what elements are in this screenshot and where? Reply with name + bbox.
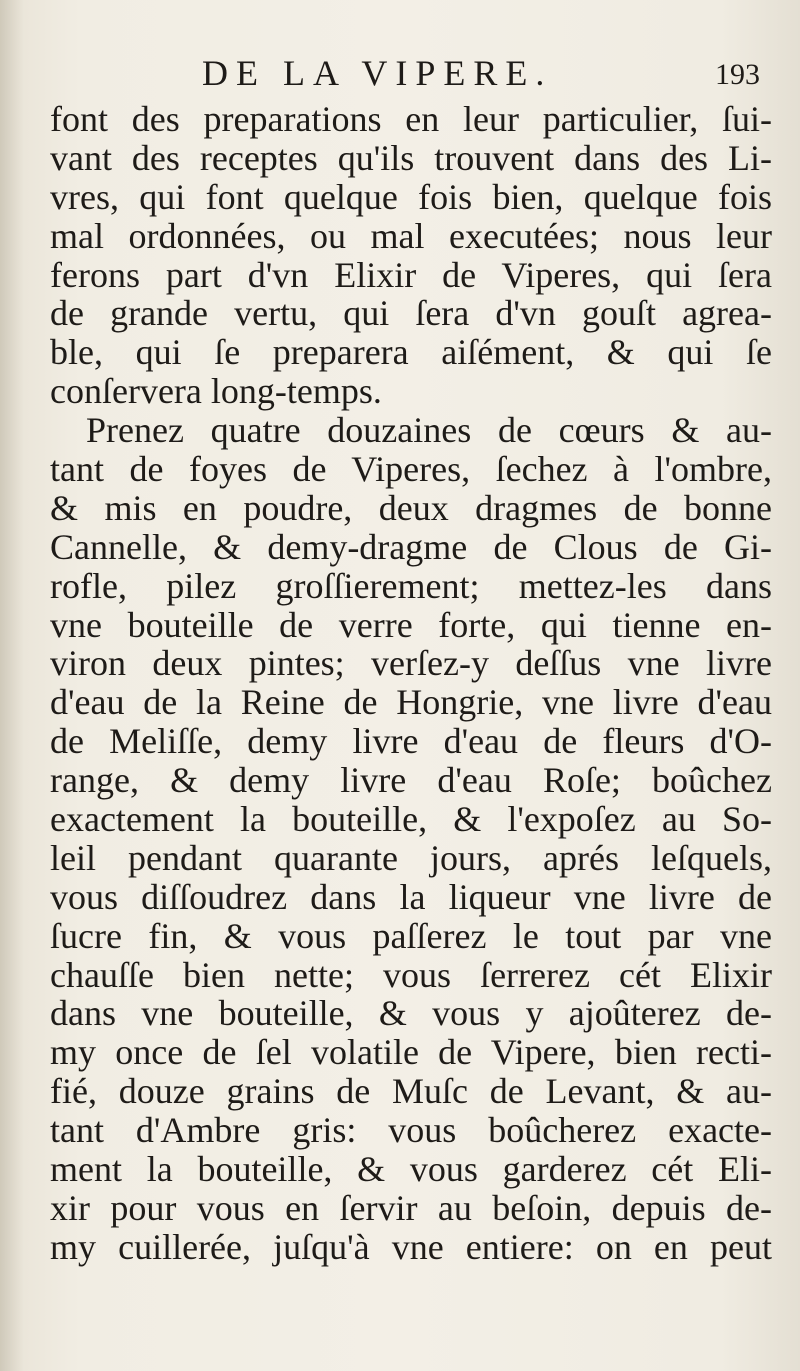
text-line: fié, douze grains de Muſc de Levant, & au-	[50, 1071, 772, 1112]
text-line: Cannelle, & demy-dragme de Clous de Gi-	[50, 526, 772, 567]
text-line: font des preparations en leur particulier, ſui-	[50, 99, 772, 139]
running-head: DE LA VIPERE.	[202, 53, 553, 93]
text-line: ferons part d'vn Elixir de Viperes, qui ſera	[50, 254, 772, 295]
text-line: leil pendant quarante jours, aprés leſquels,	[50, 837, 772, 878]
text-line: range, & demy livre d'eau Roſe; boûchez	[50, 760, 772, 801]
text-line: ble, qui ſe preparera aiſément, & qui ſe	[50, 332, 772, 373]
text-line: exactement la bouteille, & l'expoſez au So-	[50, 799, 772, 840]
text-line: vous diſſoudrez dans la liqueur vne livre de	[50, 876, 772, 917]
text-line: dans vne bouteille, & vous y ajoûterez de-	[50, 993, 772, 1034]
text-line: tant d'Ambre gris: vous boûcherez exacte-	[50, 1110, 772, 1151]
text-line: vant des receptes qu'ils trouvent dans des Li-	[50, 137, 772, 178]
body-text	[50, 100, 772, 1267]
text-line: vres, qui font quelque fois bien, quelque fois	[50, 176, 772, 217]
text-line: xir pour vous en ſervir au beſoin, depuis de-	[50, 1187, 772, 1228]
text-line: d'eau de la Reine de Hongrie, vne livre d'eau	[50, 682, 772, 723]
text-line: my once de ſel volatile de Vipere, bien recti-	[50, 1032, 772, 1073]
text-line: rofle, pilez groſſierement; mettez-les dans	[50, 565, 772, 606]
text-line: conſervera long-temps.	[50, 371, 382, 412]
text-line: Prenez quatre douzaines de cœurs & au-	[86, 410, 772, 451]
text-line: ſucre fin, & vous paſſerez le tout par vne	[50, 915, 772, 956]
text-line: & mis en poudre, deux dragmes de bonne	[50, 487, 772, 528]
text-line: ment la bouteille, & vous garderez cét Eli-	[50, 1149, 772, 1190]
text-line: de grande vertu, qui ſera d'vn gouſt agrea-	[50, 293, 772, 334]
text-line: de Meliſſe, demy livre d'eau de fleurs d'O-	[50, 721, 772, 762]
text-line: tant de foyes de Viperes, ſechez à l'ombre,	[50, 449, 772, 490]
page-number: 193	[715, 58, 760, 91]
text-line: mal ordonnées, ou mal executées; nous leur	[50, 215, 772, 256]
text-line: my cuillerée, juſqu'à vne entiere: on en peut	[50, 1226, 772, 1267]
page-header	[48, 52, 770, 96]
text-line: vne bouteille de verre forte, qui tienne en-	[50, 604, 772, 645]
text-line: chauſſe bien nette; vous ſerrerez cét Elixir	[50, 954, 772, 995]
text-line: viron deux pintes; verſez-y deſſus vne livre	[50, 643, 772, 684]
